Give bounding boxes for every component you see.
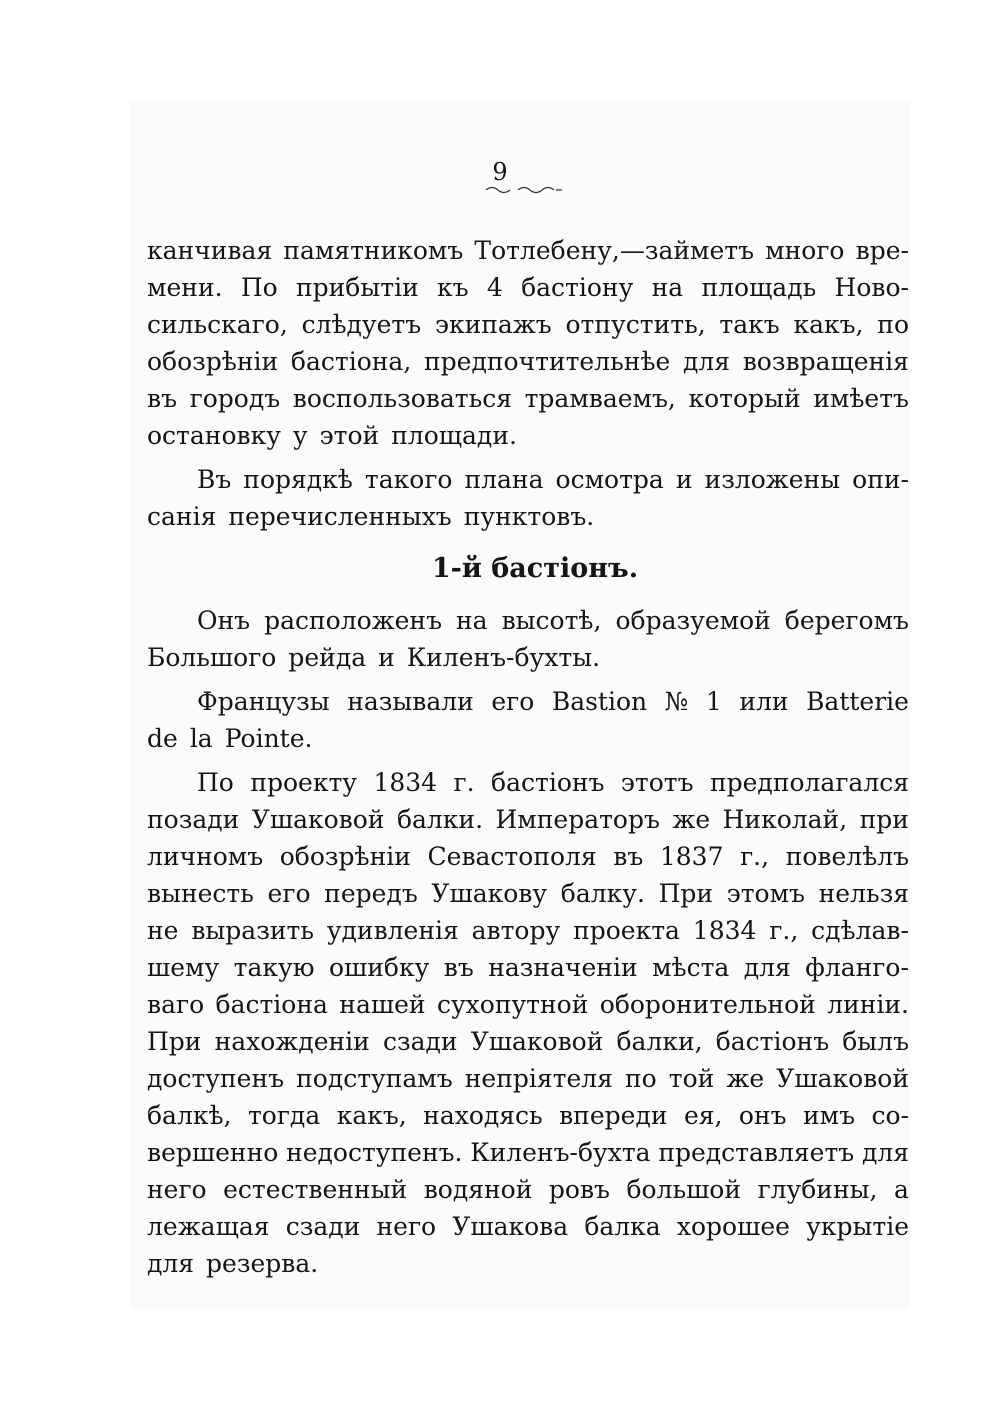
word: сзади <box>382 1027 458 1056</box>
word: который <box>688 384 801 413</box>
word: la <box>189 724 213 753</box>
word: обозрѣніи <box>147 347 279 376</box>
word: оборонительной <box>599 990 816 1019</box>
word: подступамъ <box>296 1064 453 1093</box>
text-line <box>147 417 909 454</box>
word: нашей <box>339 990 426 1019</box>
word: и <box>675 465 693 494</box>
word: для <box>147 1249 195 1278</box>
word: памятникомъ <box>283 236 464 265</box>
word: личномъ <box>147 842 264 871</box>
word: автору <box>471 916 561 945</box>
word: предполагался <box>709 768 909 797</box>
word: со- <box>871 1101 909 1130</box>
word: экипажъ <box>434 310 552 339</box>
word: него <box>376 1212 437 1241</box>
word: по <box>625 1064 657 1093</box>
word: мени. <box>147 273 223 302</box>
word: въ <box>443 953 474 982</box>
word: на <box>651 273 684 302</box>
word: резерва. <box>206 1249 319 1278</box>
text-line <box>147 986 909 1023</box>
word: вынесть <box>147 879 254 908</box>
text-line <box>147 1134 909 1171</box>
word: Большого <box>147 643 277 672</box>
word: вершенно <box>147 1138 279 1167</box>
text-line <box>147 838 909 875</box>
word: сзади <box>285 1212 361 1241</box>
word: какъ, <box>793 310 864 339</box>
word: Ушакову <box>431 879 548 908</box>
body-text <box>147 232 909 1282</box>
paragraph <box>147 764 909 1282</box>
word: балки. <box>396 805 484 834</box>
word: какъ, <box>336 1101 407 1130</box>
word: передъ <box>324 879 418 908</box>
word: Bastion <box>551 687 648 716</box>
word: трамваемъ, <box>524 384 676 413</box>
word: сильскаго, <box>147 310 288 339</box>
word: для <box>861 1138 909 1167</box>
word: 1834 <box>692 916 757 945</box>
word: Ново- <box>834 273 909 302</box>
word: вре- <box>855 236 909 265</box>
word: позади <box>147 805 240 834</box>
word: пунктовъ. <box>463 502 595 531</box>
word: назначеніи <box>488 953 638 982</box>
word: Ушаковой <box>776 1064 909 1093</box>
word: Севастополя <box>427 842 597 871</box>
word: находясь <box>423 1101 543 1130</box>
word: водяной <box>423 1175 533 1204</box>
text-line <box>147 602 909 639</box>
word: г. <box>453 768 475 797</box>
word: такого <box>364 465 453 494</box>
word: къ <box>437 273 469 302</box>
section-heading: 1-й бастіонъ. <box>431 553 639 584</box>
text-line <box>147 912 909 949</box>
word: рейда <box>288 643 367 672</box>
word: балку. <box>560 879 645 908</box>
word: при <box>859 805 909 834</box>
word: бастіона, <box>290 347 412 376</box>
word: а <box>894 1175 909 1204</box>
word: линіи. <box>827 990 909 1019</box>
word: впереди <box>559 1101 668 1130</box>
text-line <box>147 1060 909 1097</box>
word: г., <box>740 842 770 871</box>
word: такъ <box>719 310 780 339</box>
word: въ <box>613 842 644 871</box>
word: городъ <box>189 384 281 413</box>
word: представляетъ <box>658 1138 855 1167</box>
word: балки, <box>616 1027 703 1056</box>
word: ошибку <box>328 953 430 982</box>
word: въ <box>147 384 177 413</box>
word: Въ <box>197 465 232 494</box>
text-line <box>147 306 909 343</box>
word: или <box>739 687 789 716</box>
word: Киленъ-бухты. <box>406 643 601 672</box>
word: 1834 <box>373 768 438 797</box>
word: бастіона <box>215 990 328 1019</box>
text-line <box>147 1023 909 1060</box>
text-line <box>147 875 909 912</box>
word: Ушаковой <box>251 805 385 834</box>
word: высотѣ, <box>501 606 602 635</box>
word: имъ <box>803 1101 856 1130</box>
word: бастіону <box>521 273 634 302</box>
text-line <box>147 683 909 720</box>
word: такую <box>233 953 315 982</box>
text-line <box>147 343 909 380</box>
word: для <box>682 347 731 376</box>
word: этотъ <box>620 768 694 797</box>
word: нельзя <box>818 879 909 908</box>
word: предпочтительнѣе <box>424 347 671 376</box>
word: площадь <box>701 273 817 302</box>
word: канчивая <box>147 236 273 265</box>
word: проекту <box>250 768 357 797</box>
paragraph <box>147 683 909 757</box>
word: расположенъ <box>264 606 442 635</box>
word: образуемой <box>615 606 771 635</box>
word: Императоръ <box>495 805 660 834</box>
word: нахожденіи <box>214 1027 370 1056</box>
text-line <box>147 1208 909 1245</box>
paragraph <box>147 232 909 454</box>
word: изложены <box>704 465 841 494</box>
word: ровъ <box>548 1175 610 1204</box>
text-line <box>147 801 909 838</box>
word: его <box>267 879 311 908</box>
word: балка <box>584 1212 661 1241</box>
word: Николай, <box>722 805 848 834</box>
word: же <box>726 1064 765 1093</box>
page-number: 9 <box>492 158 508 186</box>
word: балкѣ, <box>147 1101 232 1130</box>
word: лежащая <box>147 1212 270 1241</box>
word: онъ <box>738 1101 787 1130</box>
word: de <box>147 724 178 753</box>
word: При <box>147 1027 202 1056</box>
word: № <box>664 687 689 716</box>
text-line <box>147 498 909 535</box>
word: на <box>456 606 488 635</box>
word: фланго- <box>805 953 909 982</box>
ornament-rule <box>484 182 564 196</box>
word: берегомъ <box>784 606 909 635</box>
text-line <box>147 461 909 498</box>
word: этомъ <box>726 879 805 908</box>
paragraph <box>147 602 909 676</box>
word: недоступенъ. <box>286 1138 463 1167</box>
word: непріятеля <box>464 1064 613 1093</box>
word: этой <box>319 421 380 450</box>
word: осмотра <box>555 465 664 494</box>
word: укрытіе <box>806 1212 909 1241</box>
text-line <box>147 949 909 986</box>
word: тогда <box>247 1101 321 1130</box>
word: мѣста <box>652 953 730 982</box>
word: не <box>147 916 179 945</box>
word: имѣетъ <box>813 384 909 413</box>
word: обозрѣніи <box>279 842 411 871</box>
word: Онъ <box>197 606 251 635</box>
word: глубины, <box>757 1175 878 1204</box>
word: него <box>147 1175 207 1204</box>
text-line <box>147 1171 909 1208</box>
text-line <box>147 269 909 306</box>
word: 1 <box>705 687 722 716</box>
word: шему <box>147 953 220 982</box>
word: ея, <box>683 1101 723 1130</box>
word: Ушаковой <box>470 1027 604 1056</box>
word: по <box>877 310 909 339</box>
word: Pointe. <box>224 724 313 753</box>
word: большой <box>626 1175 742 1204</box>
word: и <box>378 643 395 672</box>
word: у <box>292 421 308 450</box>
word: 1837 <box>659 842 724 871</box>
text-line <box>147 1097 909 1134</box>
word: опи- <box>852 465 909 494</box>
word: ваго <box>147 990 205 1019</box>
word: сухопутной <box>436 990 589 1019</box>
word: По <box>240 273 278 302</box>
word: санія <box>147 502 217 531</box>
word: сдѣлав- <box>811 916 909 945</box>
word: прибытіи <box>295 273 419 302</box>
word: По <box>197 768 234 797</box>
word: Тотлебену,—займетъ <box>474 236 754 265</box>
word: хорошее <box>676 1212 790 1241</box>
text-line <box>147 764 909 801</box>
word: повелѣлъ <box>785 842 909 871</box>
word: Batterie <box>806 687 909 716</box>
word: перечисленныхъ <box>228 502 452 531</box>
word: г., <box>769 916 799 945</box>
word: бастіонъ <box>491 768 605 797</box>
word: естественный <box>223 1175 408 1204</box>
word: слѣдуетъ <box>301 310 422 339</box>
text-line <box>147 380 909 417</box>
word: называли <box>347 687 474 716</box>
word: При <box>658 879 714 908</box>
word: его <box>491 687 535 716</box>
word: много <box>765 236 845 265</box>
word: бастіонъ <box>715 1027 830 1056</box>
word: Киленъ-бухта <box>470 1138 651 1167</box>
text-line <box>147 639 909 676</box>
word: Французы <box>197 687 330 716</box>
text-line <box>147 720 909 757</box>
paragraph <box>147 461 909 535</box>
word: же <box>672 805 711 834</box>
word: остановку <box>147 421 281 450</box>
word: площади. <box>391 421 517 450</box>
word: возвращенія <box>742 347 909 376</box>
word: проекта <box>573 916 680 945</box>
word: порядкѣ <box>243 465 353 494</box>
word: былъ <box>842 1027 909 1056</box>
word: плана <box>464 465 544 494</box>
word: выразить <box>191 916 314 945</box>
word: доступенъ <box>147 1064 285 1093</box>
word: воспользоваться <box>292 384 512 413</box>
word: Ушакова <box>452 1212 569 1241</box>
word: для <box>743 953 791 982</box>
word: 4 <box>486 273 503 302</box>
text-line <box>147 232 909 269</box>
word: отпустить, <box>565 310 706 339</box>
word: той <box>668 1064 715 1093</box>
word: удивленія <box>326 916 459 945</box>
text-line <box>147 1245 909 1282</box>
